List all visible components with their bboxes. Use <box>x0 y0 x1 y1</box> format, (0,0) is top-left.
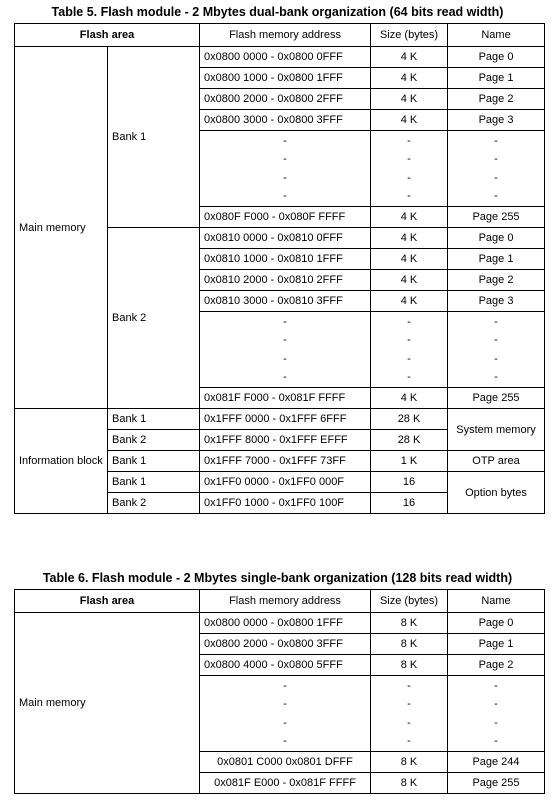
table-row <box>15 613 545 634</box>
address-cell: 0x0800 3000 - 0x0800 3FFF <box>200 110 371 131</box>
main-memory-label: Main memory <box>15 47 108 409</box>
information-block-label: Information block <box>15 409 108 514</box>
table6-caption: Table 6. Flash module - 2 Mbytes single-bank organization (128 bits read width) <box>42 571 513 585</box>
address-cell: 0x0810 0000 - 0x0810 0FFF <box>200 228 371 249</box>
name-cell: Page 3 <box>448 291 545 312</box>
size-cell: 4 K <box>371 110 448 131</box>
address-cell: 0x1FF0 0000 - 0x1FF0 000F <box>200 472 371 493</box>
address-cell: 0x081F F000 - 0x081F FFFF <box>200 388 371 409</box>
size-cell: 4 K <box>371 388 448 409</box>
bank-cell: Bank 1 <box>108 472 200 493</box>
name-cell: Page 244 <box>448 752 545 773</box>
ellipsis-cell: - - - - <box>448 676 545 752</box>
address-cell: 0x1FFF 8000 - 0x1FFF EFFF <box>200 430 371 451</box>
name-cell: Page 2 <box>448 655 545 676</box>
bank-cell: Bank 2 <box>108 493 200 514</box>
ellipsis-cell: - - - - <box>200 676 371 752</box>
address-header: Flash memory address <box>200 24 371 47</box>
table5-header-row <box>15 24 545 47</box>
bank2-label: Bank 2 <box>108 228 200 409</box>
size-cell: 4 K <box>371 68 448 89</box>
size-cell: 8 K <box>371 752 448 773</box>
table-row <box>15 409 545 430</box>
address-cell: 0x0800 2000 - 0x0800 3FFF <box>200 634 371 655</box>
name-header: Name <box>448 590 545 613</box>
ellipsis-cell: - - - - <box>371 131 448 207</box>
name-cell: Page 255 <box>448 388 545 409</box>
name-cell: Page 0 <box>448 47 545 68</box>
name-cell: Page 1 <box>448 68 545 89</box>
table-row <box>15 47 545 68</box>
ellipsis-cell: - - - - <box>371 676 448 752</box>
flash-area-header: Flash area <box>15 590 200 613</box>
address-cell: 0x0800 0000 - 0x0800 0FFF <box>200 47 371 68</box>
name-cell: Page 2 <box>448 270 545 291</box>
size-cell: 4 K <box>371 291 448 312</box>
size-cell: 28 K <box>371 409 448 430</box>
name-cell: Page 255 <box>448 207 545 228</box>
address-cell: 0x0800 1000 - 0x0800 1FFF <box>200 68 371 89</box>
size-cell: 8 K <box>371 773 448 794</box>
bank-cell: Bank 1 <box>108 409 200 430</box>
size-cell: 1 K <box>371 451 448 472</box>
ellipsis-cell: - - - - <box>448 131 545 207</box>
size-cell: 4 K <box>371 89 448 110</box>
name-cell: Page 1 <box>448 249 545 270</box>
size-cell: 4 K <box>371 270 448 291</box>
system-memory-cell: System memory <box>448 409 545 451</box>
table5-caption: Table 5. Flash module - 2 Mbytes dual-bank organization (64 bits read width) <box>51 5 504 19</box>
name-cell: Page 1 <box>448 634 545 655</box>
bank-cell: Bank 1 <box>108 451 200 472</box>
size-header: Size (bytes) <box>371 590 448 613</box>
name-cell: Page 3 <box>448 110 545 131</box>
size-cell: 8 K <box>371 634 448 655</box>
name-cell: Page 2 <box>448 89 545 110</box>
address-cell: 0x1FFF 0000 - 0x1FFF 6FFF <box>200 409 371 430</box>
size-cell: 4 K <box>371 47 448 68</box>
main-memory-label: Main memory <box>15 613 200 794</box>
size-cell: 4 K <box>371 249 448 270</box>
flash-area-header: Flash area <box>15 24 200 47</box>
name-cell: Page 255 <box>448 773 545 794</box>
address-cell: 0x1FFF 7000 - 0x1FFF 73FF <box>200 451 371 472</box>
table6-header-row <box>15 590 545 613</box>
address-cell: 0x0810 1000 - 0x0810 1FFF <box>200 249 371 270</box>
otp-area-cell: OTP area <box>448 451 545 472</box>
address-cell: 0x0810 3000 - 0x0810 3FFF <box>200 291 371 312</box>
ellipsis-cell: - - - - <box>200 312 371 388</box>
size-cell: 8 K <box>371 655 448 676</box>
name-cell: Page 0 <box>448 228 545 249</box>
table5 <box>14 23 545 514</box>
name-header: Name <box>448 24 545 47</box>
bank-cell: Bank 2 <box>108 430 200 451</box>
size-cell: 16 <box>371 472 448 493</box>
address-cell: 0x0800 0000 - 0x0800 1FFF <box>200 613 371 634</box>
size-cell: 8 K <box>371 613 448 634</box>
size-cell: 28 K <box>371 430 448 451</box>
address-cell: 0x1FF0 1000 - 0x1FF0 100F <box>200 493 371 514</box>
address-cell: 0x0801 C000 0x0801 DFFF <box>200 752 371 773</box>
size-header: Size (bytes) <box>371 24 448 47</box>
size-cell: 16 <box>371 493 448 514</box>
ellipsis-cell: - - - - <box>200 131 371 207</box>
size-cell: 4 K <box>371 207 448 228</box>
address-cell: 0x0800 4000 - 0x0800 5FFF <box>200 655 371 676</box>
size-cell: 4 K <box>371 228 448 249</box>
address-header: Flash memory address <box>200 590 371 613</box>
bank1-label: Bank 1 <box>108 47 200 228</box>
ellipsis-cell: - - - - <box>448 312 545 388</box>
option-bytes-cell: Option bytes <box>448 472 545 514</box>
address-cell: 0x080F F000 - 0x080F FFFF <box>200 207 371 228</box>
name-cell: Page 0 <box>448 613 545 634</box>
table6 <box>14 589 545 794</box>
address-cell: 0x0810 2000 - 0x0810 2FFF <box>200 270 371 291</box>
ellipsis-cell: - - - - <box>371 312 448 388</box>
address-cell: 0x0800 2000 - 0x0800 2FFF <box>200 89 371 110</box>
address-cell: 0x081F E000 - 0x081F FFFF <box>200 773 371 794</box>
